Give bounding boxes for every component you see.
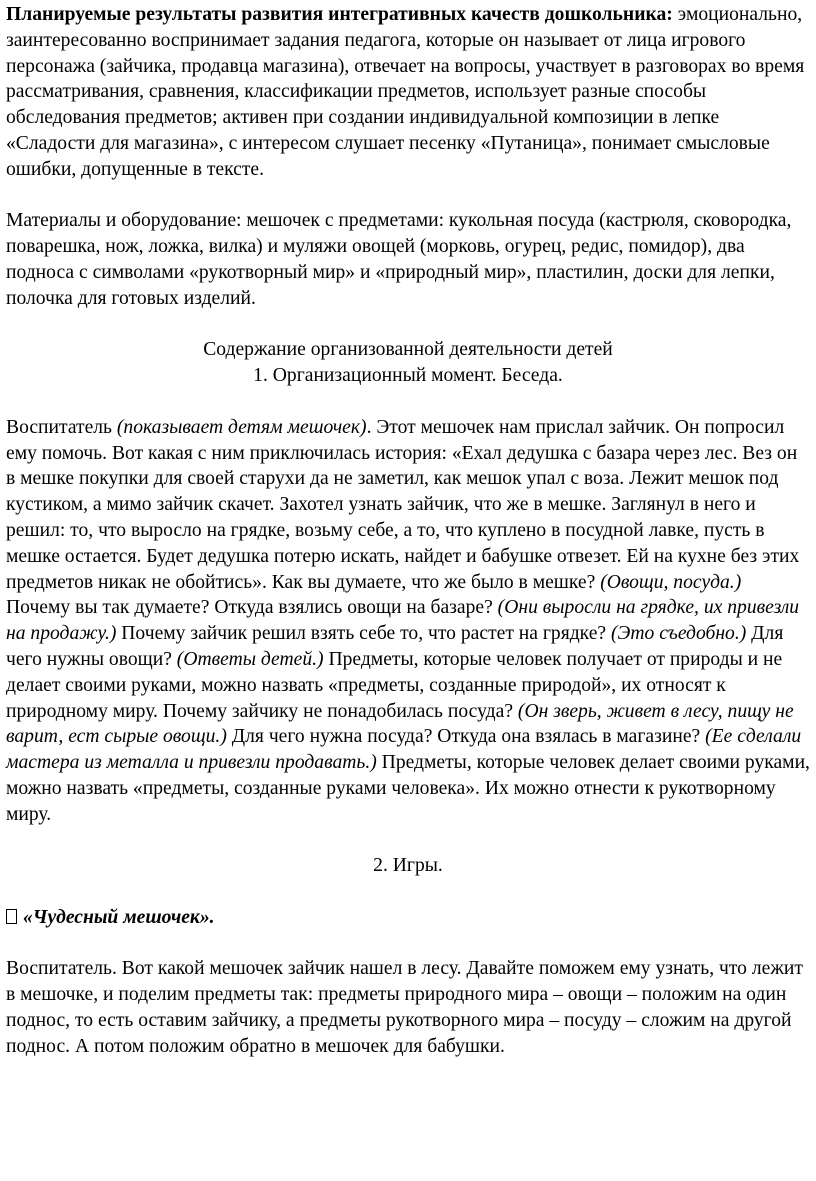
dialogue-text: Для чего нужна посуда? Откуда она взялась в магазине? <box>226 726 706 748</box>
dialogue-answer: (Они выросли на грядке, их привезли на продажу.) <box>6 597 800 645</box>
section-2-title: 2. Игры. <box>373 855 443 877</box>
dialogue-text: Почему вы так думаете? Откуда взялись овощи на базаре? <box>6 597 498 619</box>
dialogue-paragraph <box>6 415 810 828</box>
checkbox-icon <box>6 909 17 924</box>
content-title: Содержание организованной деятельности детей <box>203 339 613 361</box>
dialogue-text: Воспитатель <box>6 416 117 438</box>
dialogue-answer: (Он зверь, живет в лесу, пищу не варит, ест сырые овощи.) <box>6 700 794 748</box>
materials-paragraph: Материалы и оборудование: мешочек с предметами: кукольная посуда (кастрюля, сковородка, поварешка, нож, ложка, вилка) и муляжи овощей (морковь, огурец, редис, помидор), два подноса с символами «рукотворный мир» и «природный мир», пластилин, доски для лепки, полочка для готовых изделий. <box>6 210 792 309</box>
dialogue-answer: (Это съедобно.) <box>611 623 747 645</box>
dialogue-text: Предметы, которые человек делает своими руками, можно назвать «предметы, созданные руками человека». Их можно отнести к рукотворному миру. <box>6 752 810 825</box>
game-paragraph: Воспитатель. Вот какой мешочек зайчик нашел в лесу. Давайте поможем ему узнать, что лежит в мешочке, и поделим предметы так: предметы природного мира – овощи – положим на один поднос, то есть оставим зайчику, а предметы рукотворного мира – посуду – сложим на другой поднос. А потом положим обратно в мешочек для бабушки. <box>6 958 803 1057</box>
dialogue-remark: (показывает детям мешочек) <box>116 416 367 438</box>
outcomes-paragraph <box>6 2 810 183</box>
dialogue-text: Почему зайчик решил взять себе то, что растет на грядке? <box>116 623 612 645</box>
outcomes-text: эмоционально, заинтересованно воспринимает задания педагога, которые он называет от лица игрового персонажа (зайчика, продавца магазина), отвечает на вопросы, участвует в разговорах во время рассматривания, сравнения, классификации предметов, использует разные способы обследования предметов; активен при создании индивидуальной композиции в лепке «Сладости для магазина», с интересом слушает песенку «Путаница», понимает смысловые ошибки, допущенные в тексте. <box>6 4 805 180</box>
dialogue-text: . Этот мешочек нам прислал зайчик. Он попросил ему помочь. Вот какая с ним приключилась история: «Ехал дедушка с базара через лес. Вез он в мешке покупки для своей старухи да не заметил, как мешок упал с воза. Лежит мешок под кустиком, а мимо зайчик скачет. Захотел узнать зайчик, что же в мешке. Заглянул в него и решил: то, что выросло на грядке, возьму себе, а то, что куплено в посудной лавке, пусть в мешке остается. Будет дедушка потерю искать, найдет и бабушке отвезет. Ей на кухне без этих предметов никак не обойтись». Как вы думаете, что же было в мешке? <box>6 416 800 593</box>
outcomes-heading: Планируемые результаты развития интегративных качеств дошкольника: <box>6 4 673 25</box>
dialogue-text: Предметы, которые человек получает от природы и не делает своими руками, можно назвать «предметы, созданные природой», их относят к природному миру. Почему зайчику не понадобилась посуда? <box>6 648 783 722</box>
dialogue-text: Для чего нужны овощи? <box>6 623 784 670</box>
dialogue-answer: (Ее сделали мастера из металла и привезли продавать.) <box>6 726 802 774</box>
dialogue-answer: (Овощи, посуда.) <box>600 571 742 593</box>
dialogue-answer: (Ответы детей.) <box>176 648 324 670</box>
game-title-line <box>6 905 810 931</box>
section-1-title: 1. Организационный момент. Беседа. <box>253 365 563 387</box>
game-title: «Чудесный мешочек». <box>23 906 215 928</box>
